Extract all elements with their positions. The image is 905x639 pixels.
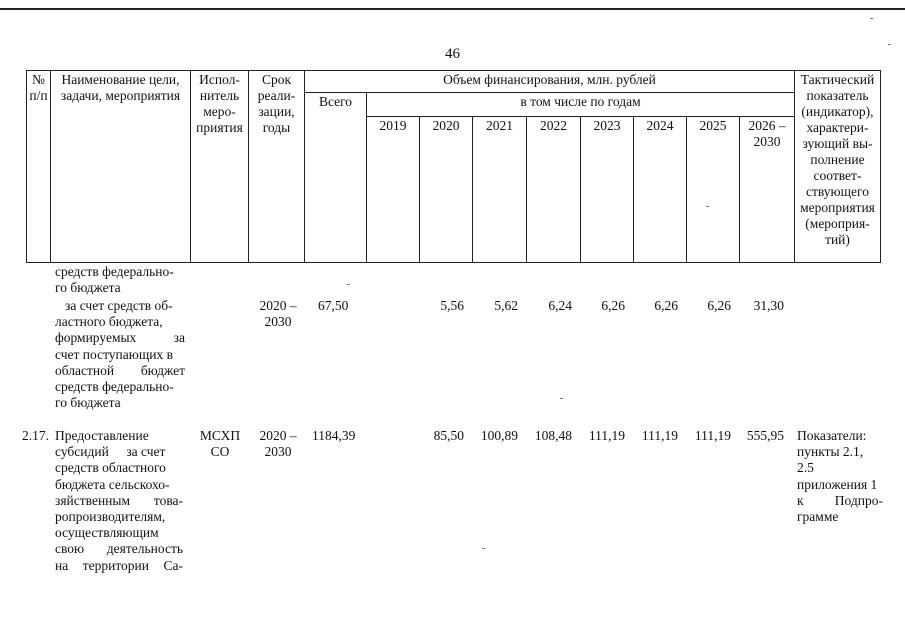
page-number: 46: [445, 46, 460, 62]
year-value: 100,89: [480, 428, 518, 443]
row-indicator: [797, 428, 883, 525]
text-fragment: субсидий: [55, 444, 109, 460]
text-fragment: зяйственным: [55, 492, 131, 508]
text-line: Предоставление: [55, 428, 149, 443]
text-line: пункты 2.1, 2.5: [797, 444, 864, 476]
text-line: осуществляющим: [55, 525, 159, 541]
row-name: [55, 264, 190, 296]
year-value: 6,24: [548, 298, 572, 313]
text-line: [55, 444, 183, 460]
year-value: 85,50: [433, 428, 464, 443]
row-total: 1184,39: [312, 428, 356, 443]
top-rule: [0, 8, 905, 10]
header-num: № п/п: [27, 71, 51, 263]
header-year: 2026 – 2030: [740, 117, 795, 263]
year-value: 111,19: [641, 428, 678, 443]
row-total: 67,50: [318, 298, 349, 313]
header-year: 2019: [367, 117, 420, 263]
text-line: го бюджета: [55, 395, 121, 411]
row-term: [250, 298, 306, 330]
text-fragment: Подпро-: [834, 492, 883, 508]
header-executor: Испол-нитель меро-приятия: [191, 71, 249, 263]
header-year: 2022: [527, 117, 581, 263]
text-line: [55, 541, 183, 557]
text-line: Показатели:: [797, 428, 867, 443]
text-line: счет поступающих в: [55, 346, 173, 362]
header-total: Всего: [305, 93, 367, 263]
text-line: ластного бюджета,: [55, 314, 163, 330]
text-line: 2030: [264, 314, 292, 330]
text-line: 2020 –: [259, 428, 297, 443]
text-line: приложения 1: [797, 476, 878, 492]
year-value: 111,19: [588, 428, 625, 443]
header-year: 2023: [581, 117, 634, 263]
row-number: 2.17.: [22, 428, 49, 443]
year-value: 108,48: [534, 428, 572, 443]
scan-speck: [347, 284, 350, 285]
header-year: 2020: [420, 117, 473, 263]
scan-speck: [888, 44, 891, 45]
text-fragment: бюджет: [140, 362, 185, 378]
text-fragment: к: [797, 492, 804, 508]
header-term: Срок реали-зации, годы: [249, 71, 305, 263]
text-line: МСХП: [199, 428, 241, 443]
year-value: 6,26: [654, 298, 678, 313]
text-line: СО: [210, 444, 230, 460]
text-fragment: формируемых: [55, 330, 137, 346]
scan-speck: [870, 18, 873, 19]
scan-speck: [706, 206, 709, 207]
text-line: бюджета сельскохо-: [55, 476, 170, 492]
header-by-years: в том числе по годам: [367, 93, 795, 117]
text-line: средств областного: [55, 460, 166, 476]
text-line: [55, 330, 185, 346]
header-year: 2025: [687, 117, 740, 263]
text-line: [55, 558, 183, 574]
text-line: [797, 493, 883, 509]
header-year: 2024: [634, 117, 687, 263]
row-executor: [192, 428, 248, 460]
text-fragment: свою: [55, 541, 85, 557]
header-indicator: Тактический показатель (индикатор), характери-зующий вы-полнение соответ-ствующего мероприятия (мероприя-тий): [795, 71, 881, 263]
text-fragment: областной: [55, 362, 115, 378]
header-funding: Объем финансирования, млн. рублей: [305, 71, 795, 93]
scan-speck: [560, 398, 563, 399]
text-line: го бюджета: [55, 280, 121, 296]
row-term: [250, 428, 306, 460]
text-fragment: на: [55, 557, 69, 573]
text-fragment: за: [173, 330, 185, 346]
text-fragment: Са-: [163, 557, 183, 573]
year-value: 5,62: [494, 298, 518, 313]
row-name: [55, 298, 185, 411]
year-value: 6,26: [707, 298, 731, 313]
text-line: ропроизводителям,: [55, 509, 166, 525]
text-line: [55, 363, 185, 379]
text-fragment: деятельность: [106, 541, 183, 557]
text-fragment: това-: [153, 492, 183, 508]
year-value: 31,30: [753, 298, 784, 313]
row-name: [55, 428, 183, 574]
text-line: средств федерально-: [55, 264, 174, 279]
year-value: 111,19: [694, 428, 731, 443]
year-value: 555,95: [746, 428, 784, 443]
text-line: 2030: [264, 444, 292, 460]
text-line: 2020 –: [259, 298, 297, 313]
text-line: [55, 493, 183, 509]
year-value: 6,26: [601, 298, 625, 313]
text-fragment: территории: [82, 557, 149, 573]
year-value: 5,56: [440, 298, 464, 313]
text-line: грамме: [797, 509, 839, 525]
table-header: [26, 70, 881, 263]
text-fragment: за счет: [126, 444, 166, 460]
text-line: за счет средств об-: [65, 298, 173, 313]
scan-speck: [482, 548, 485, 549]
header-name: Наименование цели, задачи, мероприятия: [51, 71, 191, 263]
header-year: 2021: [473, 117, 527, 263]
text-line: средств федерально-: [55, 379, 174, 395]
